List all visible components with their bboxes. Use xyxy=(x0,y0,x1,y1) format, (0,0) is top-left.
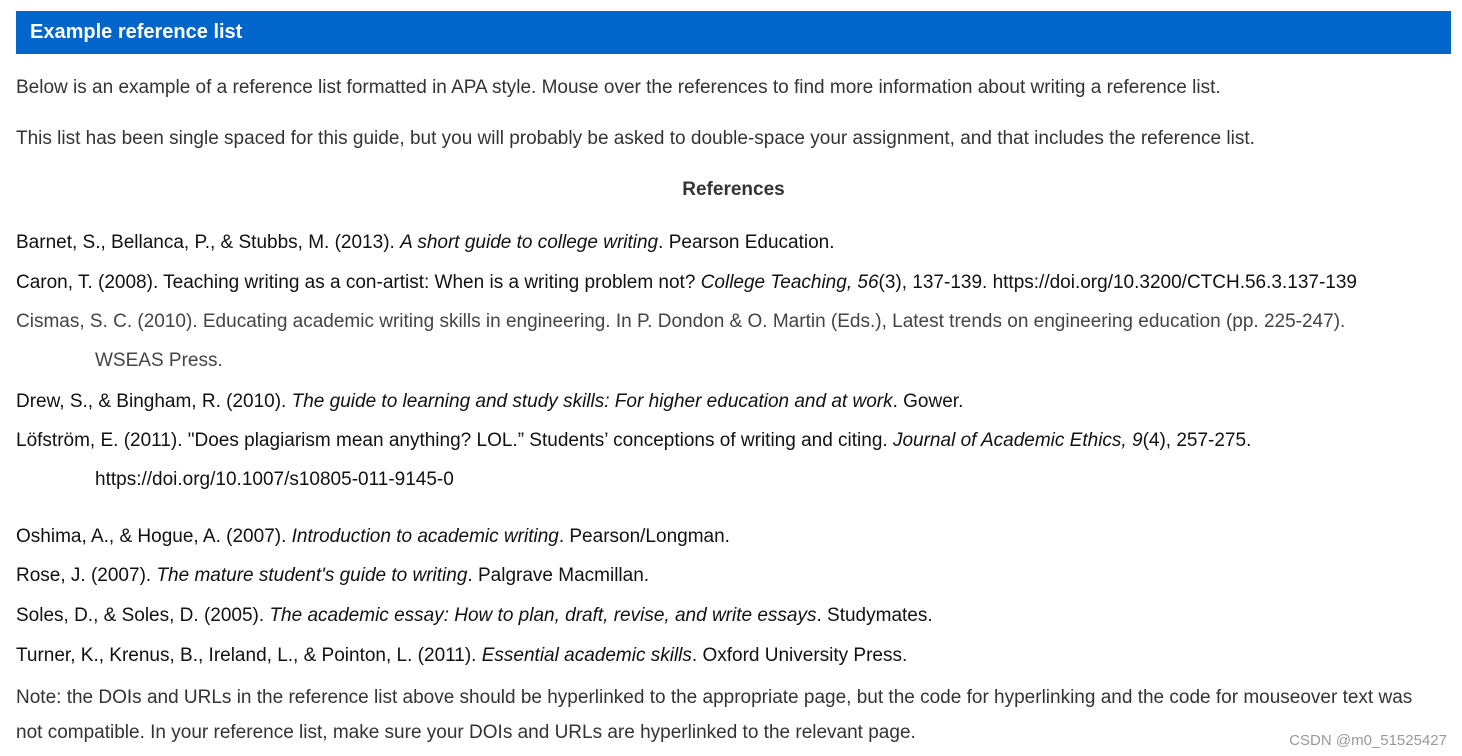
reference-item[interactable]: Rose, J. (2007). The mature student's guide to writing. Palgrave Macmillan. xyxy=(16,565,650,586)
reference-item[interactable]: Cismas, S. C. (2010). Educating academic writing skills in engineering. In P. Dondon & O. Martin (Eds.), Latest trends on engineering education (pp. 225-247). WSEAS Press. xyxy=(16,311,1346,371)
reference-continuation[interactable]: https://doi.org/10.1007/s10805-011-9145-0 xyxy=(95,469,454,490)
page-title: Example reference list xyxy=(30,21,243,43)
reference-item[interactable]: Barnet, S., Bellanca, P., & Stubbs, M. (2013). A short guide to college writing. Pearson Education. xyxy=(16,232,835,253)
reference-item[interactable]: Löfström, E. (2011). "Does plagiarism mean anything? LOL.” Students’ conceptions of writing and citing. Journal of Academic Ethics, 9(4), 257-275. https://doi.org/10.1007/s10805-011-9145-0 xyxy=(16,430,1252,490)
reference-item[interactable]: Drew, S., & Bingham, R. (2010). The guide to learning and study skills: For higher education and at work. Gower. xyxy=(16,391,964,412)
note-paragraph: Note: the DOIs and URLs in the reference list above should be hyperlinked to the appropriate page, but the code for hyperlinking and the code for mouseover text was not compatible. In your reference list, make sure your DOIs and URLs are hyperlinked to the relevant page. xyxy=(16,687,1413,743)
intro-paragraph-1: Below is an example of a reference list formatted in APA style. Mouse over the references to find more information about writing a reference list. xyxy=(16,77,1221,98)
intro-paragraph-2: This list has been single spaced for this guide, but you will probably be asked to double-space your assignment, and that includes the reference list. xyxy=(16,128,1255,149)
watermark: CSDN @m0_51525427 xyxy=(1289,732,1447,749)
reference-item[interactable]: Turner, K., Krenus, B., Ireland, L., & Pointon, L. (2011). Essential academic skills. Oxford University Press. xyxy=(16,645,908,666)
reference-item[interactable]: Oshima, A., & Hogue, A. (2007). Introduction to academic writing. Pearson/Longman. xyxy=(16,526,730,547)
reference-item[interactable]: Caron, T. (2008). Teaching writing as a con-artist: When is a writing problem not? College Teaching, 56(3), 137-139. https://doi.org/10.3200/CTCH.56.3.137-139 xyxy=(16,272,1357,293)
header-bar xyxy=(16,11,1451,54)
reference-continuation: WSEAS Press. xyxy=(95,350,223,371)
reference-item[interactable]: Soles, D., & Soles, D. (2005). The academic essay: How to plan, draft, revise, and write essays. Studymates. xyxy=(16,605,933,626)
references-heading: References xyxy=(682,179,785,200)
